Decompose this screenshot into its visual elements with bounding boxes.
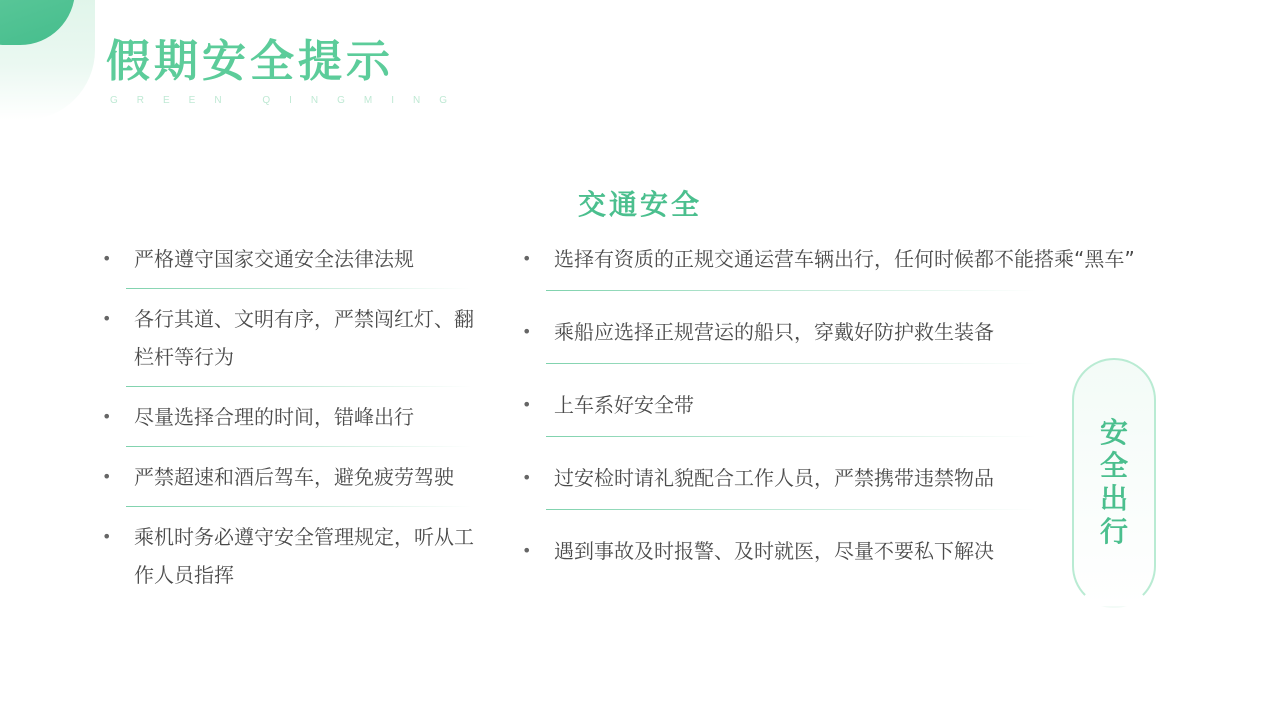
list-item-text: 尽量选择合理的时间，错峰出行: [134, 405, 414, 429]
list-item: [100, 240, 480, 278]
list-item-text: 乘船应选择正规营运的船只，穿戴好防护救生装备: [554, 320, 994, 344]
page-title: 假期安全提示: [106, 36, 394, 87]
list-item-text: 上车系好安全带: [554, 393, 694, 417]
bullet-icon: •: [522, 249, 532, 268]
badge-char: 全: [1099, 449, 1128, 482]
bullet-icon: •: [102, 249, 112, 268]
list-item: [520, 459, 1160, 497]
bullet-icon: •: [522, 541, 532, 560]
badge-char: 出: [1099, 482, 1128, 515]
divider: [546, 509, 1036, 510]
divider: [546, 290, 1036, 291]
divider: [126, 386, 472, 387]
list-item-text: 乘机时务必遵守安全管理规定，听从工作人员指挥: [134, 525, 474, 587]
section-title: 交通安全: [577, 188, 702, 221]
list-item: [520, 313, 1160, 351]
list-item: [520, 532, 1160, 570]
divider: [126, 288, 472, 289]
list-item-text: 严格遵守国家交通安全法律法规: [134, 247, 414, 271]
divider: [126, 506, 472, 507]
bullet-icon: •: [102, 407, 112, 426]
bullet-icon: •: [522, 468, 532, 487]
list-item-text: 遇到事故及时报警、及时就医，尽量不要私下解决: [554, 539, 994, 563]
divider: [126, 446, 472, 447]
list-item: [100, 300, 480, 376]
divider: [546, 436, 1036, 437]
right-list: [520, 240, 1160, 570]
bullet-icon: •: [522, 322, 532, 341]
bullet-icon: •: [102, 527, 112, 546]
safety-badge: [1072, 358, 1156, 608]
list-item-text: 过安检时请礼貌配合工作人员，严禁携带违禁物品: [554, 466, 994, 490]
list-item: [100, 518, 480, 594]
bullet-icon: •: [522, 395, 532, 414]
safety-badge-text: [1074, 416, 1154, 548]
list-item: [520, 240, 1160, 278]
list-item-text: 选择有资质的正规交通运营车辆出行，任何时候都不能搭乘“黑车”: [554, 247, 1135, 271]
page-subtitle: GREEN QINGMING: [110, 95, 467, 106]
badge-char: 行: [1099, 515, 1128, 548]
list-item: [100, 398, 480, 436]
list-item: [520, 386, 1160, 424]
bullet-icon: •: [102, 309, 112, 328]
divider: [546, 363, 1036, 364]
list-item-text: 各行其道、文明有序，严禁闯红灯、翻栏杆等行为: [134, 307, 474, 369]
left-list: [100, 240, 480, 594]
list-item-text: 严禁超速和酒后驾车，避免疲劳驾驶: [134, 465, 454, 489]
bullet-icon: •: [102, 467, 112, 486]
badge-char: 安: [1099, 416, 1128, 449]
list-item: [100, 458, 480, 496]
